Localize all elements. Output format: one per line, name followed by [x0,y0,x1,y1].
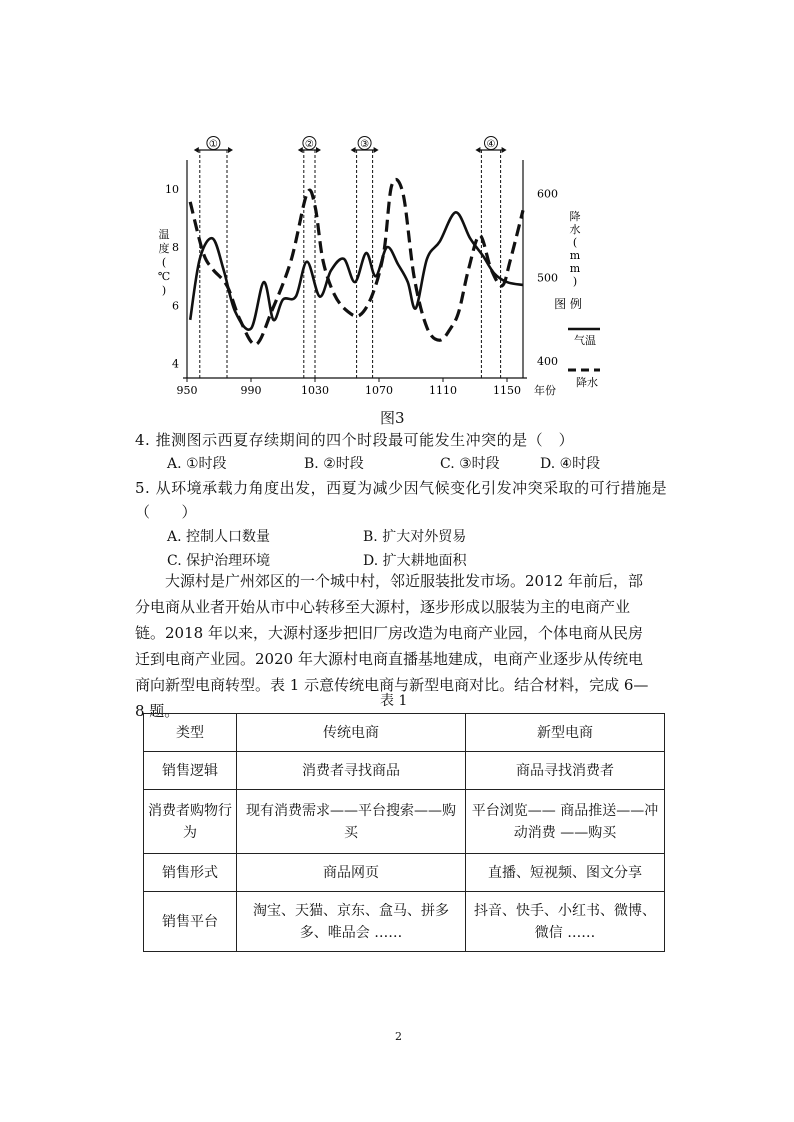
table-cell: 直播、短视频、图文分享 [466,854,665,892]
x-tick-label: 1070 [365,384,393,397]
x-tick-label: 950 [176,384,198,397]
y-right-axis-label-char: ( [572,236,578,249]
header-cell: 传统电商 [237,714,466,752]
y-right-tick-label: 500 [537,271,558,285]
question-5-bracket: （ ） [135,503,198,521]
period-label: ① [208,139,218,150]
figure-caption: 图3 [380,409,405,427]
table-cell: 抖音、快手、小红书、微博、微信 …… [466,892,665,952]
period-arrow-head [194,147,199,153]
table-cell: 商品网页 [237,854,466,892]
chart-legend [554,296,600,389]
row-label: 销售形式 [144,854,237,892]
table-caption: 表 1 [380,693,408,709]
y-left-axis-label-char: 度 [158,242,170,255]
q5-option-d: D. 扩大耕地面积 [363,553,467,569]
q5-option-c: C. 保护治理环境 [167,553,271,569]
period-arrow-head [298,147,303,153]
period-label: ④ [486,139,496,150]
table-row [144,854,665,892]
climate-chart [150,130,600,400]
y-right-axis-label-char: 水 [569,223,581,236]
y-right-axis-label-char: ) [572,275,578,288]
period-markers [194,137,507,379]
table-cell: 现有消费需求——平台搜索——购买 [237,790,466,854]
question-5: 5. 从环境承载力角度出发，西夏为减少因气候变化引发冲突采取的可行措施是 [135,479,668,497]
row-label: 消费者购物行为 [144,790,237,854]
period-arrow-head [316,147,321,153]
y-left-tick-label: 8 [172,241,179,255]
x-tick-label: 1030 [301,384,329,397]
table-row [144,752,665,790]
legend-rain-label: 降水 [576,376,598,389]
y-left-axis-label-char: 温 [158,228,170,241]
q4-option-c: C. ③时段 [440,456,500,472]
legend-temp-label: 气温 [574,334,596,347]
x-axis-label: 年份 [534,384,556,397]
table-row [144,790,665,854]
y-right-axis-label-char: m [569,262,581,275]
x-tick-label: 1150 [493,384,521,397]
y-right-tick-label: 600 [537,187,558,201]
legend-title: 图 例 [554,297,582,311]
x-tick-label: 1110 [429,384,457,397]
q4-option-d: D. ④时段 [540,456,601,472]
y-left-axis-label-char: ) [161,284,167,297]
q5-option-a: A. 控制人口数量 [167,529,271,545]
period-arrow-head [374,147,379,153]
period-arrow-head [351,147,356,153]
y-left-tick-label: 6 [172,299,179,313]
period-label: ③ [360,139,370,150]
table-header-row [144,714,665,752]
period-arrow-head [228,147,233,153]
material-paragraph: 大源村是广州郊区的一个城中村，邻近服装批发市场。2012 年前后，部分电商从业者开始从市中心转移至大源村，逐步形成以服装为主的电商产业链。2018 年以来，大源村逐步把旧厂房改造为电商产业园，个体电商从民房迁到电商产业园。2020 年大源村电商直播基地建成，电商产业逐步从传统电商向新型电商转型。表 1 示意传统电商与新型电商对比。结合材料，完成 6—8 题。 [135,572,649,720]
row-label: 销售逻辑 [144,752,237,790]
q5-option-b: B. 扩大对外贸易 [363,529,467,545]
period-label: ② [304,139,314,150]
table-cell: 消费者寻找商品 [237,752,466,790]
question-4: 4. 推测图示西夏存续期间的四个时段最可能发生冲突的是（ ） [135,431,575,449]
y-left-axis-label-char: ( [161,256,167,269]
y-left-tick-label: 10 [165,183,179,197]
table-cell: 平台浏览—— 商品推送——冲动消费 ——购买 [466,790,665,854]
period-arrow-head [475,147,480,153]
comparison-table [143,713,665,952]
chart-axes [158,160,581,397]
header-cell: 新型电商 [466,714,665,752]
y-left-tick-label: 4 [172,357,179,371]
q4-option-a: A. ①时段 [167,456,227,472]
period-arrow-head [502,147,507,153]
table-row [144,892,665,952]
table-cell: 淘宝、天猫、京东、盒马、拼多多、唯品会 …… [237,892,466,952]
row-label: 销售平台 [144,892,237,952]
y-right-tick-label: 400 [537,355,558,369]
x-tick-label: 990 [240,384,262,397]
y-right-axis-label-char: m [569,249,581,262]
y-right-axis-label-char: 降 [569,210,581,223]
header-cell: 类型 [144,714,237,752]
y-left-axis-label-char: ℃ [157,270,171,283]
page-number: 2 [395,1030,402,1043]
table-cell: 商品寻找消费者 [466,752,665,790]
q4-option-b: B. ②时段 [304,456,364,472]
